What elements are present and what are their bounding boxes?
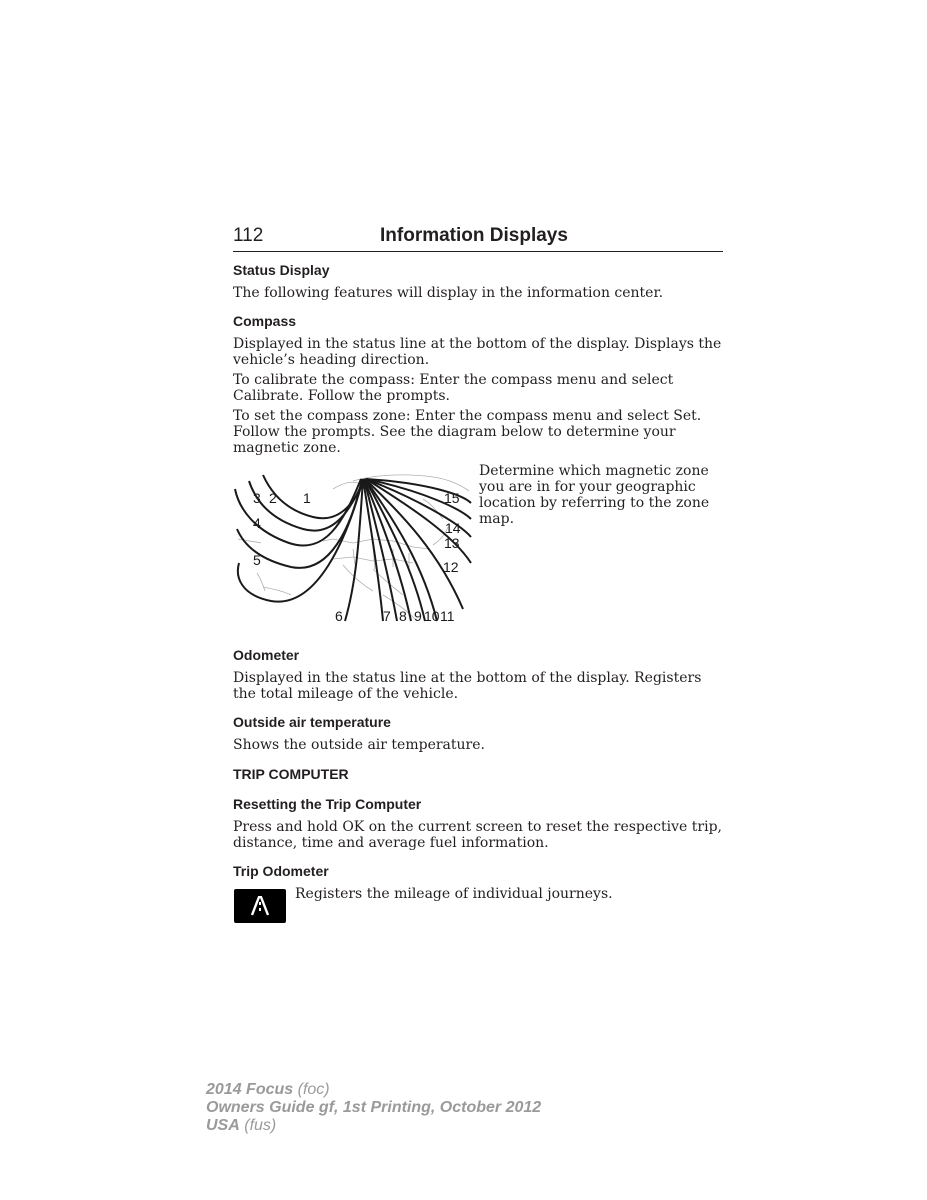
footer-market-code: (fus) — [244, 1117, 277, 1134]
zone-label-12: 12 — [443, 559, 459, 575]
trip-computer-heading: TRIP COMPUTER — [233, 766, 349, 782]
footer-model-code: (foc) — [297, 1081, 330, 1098]
zone-label-1: 1 — [303, 490, 311, 506]
footer-model: 2014 Focus — [206, 1081, 294, 1098]
page-header — [233, 224, 723, 252]
status-display-heading: Status Display — [233, 262, 330, 278]
outside-air-temperature-body: Shows the outside air temperature. — [233, 737, 485, 753]
footer-line-2 — [206, 1099, 541, 1117]
zone-label-4: 4 — [253, 515, 261, 531]
compass-body-1: Displayed in the status line at the bottom of the display. Displays the vehicle’s heading direction. — [233, 336, 722, 368]
footer-market: USA — [206, 1117, 240, 1134]
zone-map-figure — [233, 463, 723, 635]
manual-page — [233, 224, 723, 922]
trip-odometer-road-icon — [234, 889, 286, 923]
zone-label-5: 5 — [253, 552, 261, 568]
footer-line-1 — [206, 1081, 541, 1099]
zone-label-10: 10 — [424, 608, 440, 624]
resetting-trip-computer-heading: Resetting the Trip Computer — [233, 796, 422, 812]
print-footer — [206, 1081, 541, 1135]
trip-odometer-heading: Trip Odometer — [233, 863, 329, 879]
trip-odometer-body: Registers the mileage of individual journeys. — [295, 886, 613, 902]
compass-heading: Compass — [233, 313, 297, 329]
magnetic-zone-map — [233, 469, 473, 635]
zone-label-2: 2 — [269, 490, 277, 506]
zone-label-14: 14 — [445, 520, 461, 536]
footer-printing: Owners Guide gf, 1st Printing, October 2012 — [206, 1099, 542, 1116]
zone-label-7: 7 — [383, 608, 391, 624]
zone-label-11: 11 — [440, 608, 455, 624]
page-number: 112 — [233, 225, 264, 246]
footer-line-3 — [206, 1117, 541, 1135]
zone-label-13: 13 — [444, 535, 460, 551]
zone-label-8: 8 — [399, 608, 407, 624]
trip-odometer-row — [233, 886, 723, 922]
zone-label-6: 6 — [335, 608, 343, 624]
odometer-body: Displayed in the status line at the bottom of the display. Registers the total mileage of the vehicle. — [233, 670, 702, 702]
zone-label-15: 15 — [444, 490, 460, 506]
zone-label-9: 9 — [414, 608, 422, 624]
zone-map-caption: Determine which magnetic zone you are in for your geographic location by referring to the zone map. — [479, 463, 710, 527]
status-display-body: The following features will display in the information center. — [233, 285, 664, 301]
chapter-title: Information Displays — [380, 225, 568, 246]
compass-body-3: To set the compass zone: Enter the compass menu and select Set. Follow the prompts. See the diagram below to determine your magnetic zone. — [233, 408, 702, 456]
outside-air-temperature-heading: Outside air temperature — [233, 714, 391, 730]
odometer-heading: Odometer — [233, 647, 300, 663]
zone-label-3: 3 — [253, 490, 261, 506]
compass-body-2: To calibrate the compass: Enter the compass menu and select Calibrate. Follow the prompts. — [233, 372, 674, 404]
resetting-trip-computer-body: Press and hold OK on the current screen to reset the respective trip, distance, time and average fuel information. — [233, 819, 722, 851]
